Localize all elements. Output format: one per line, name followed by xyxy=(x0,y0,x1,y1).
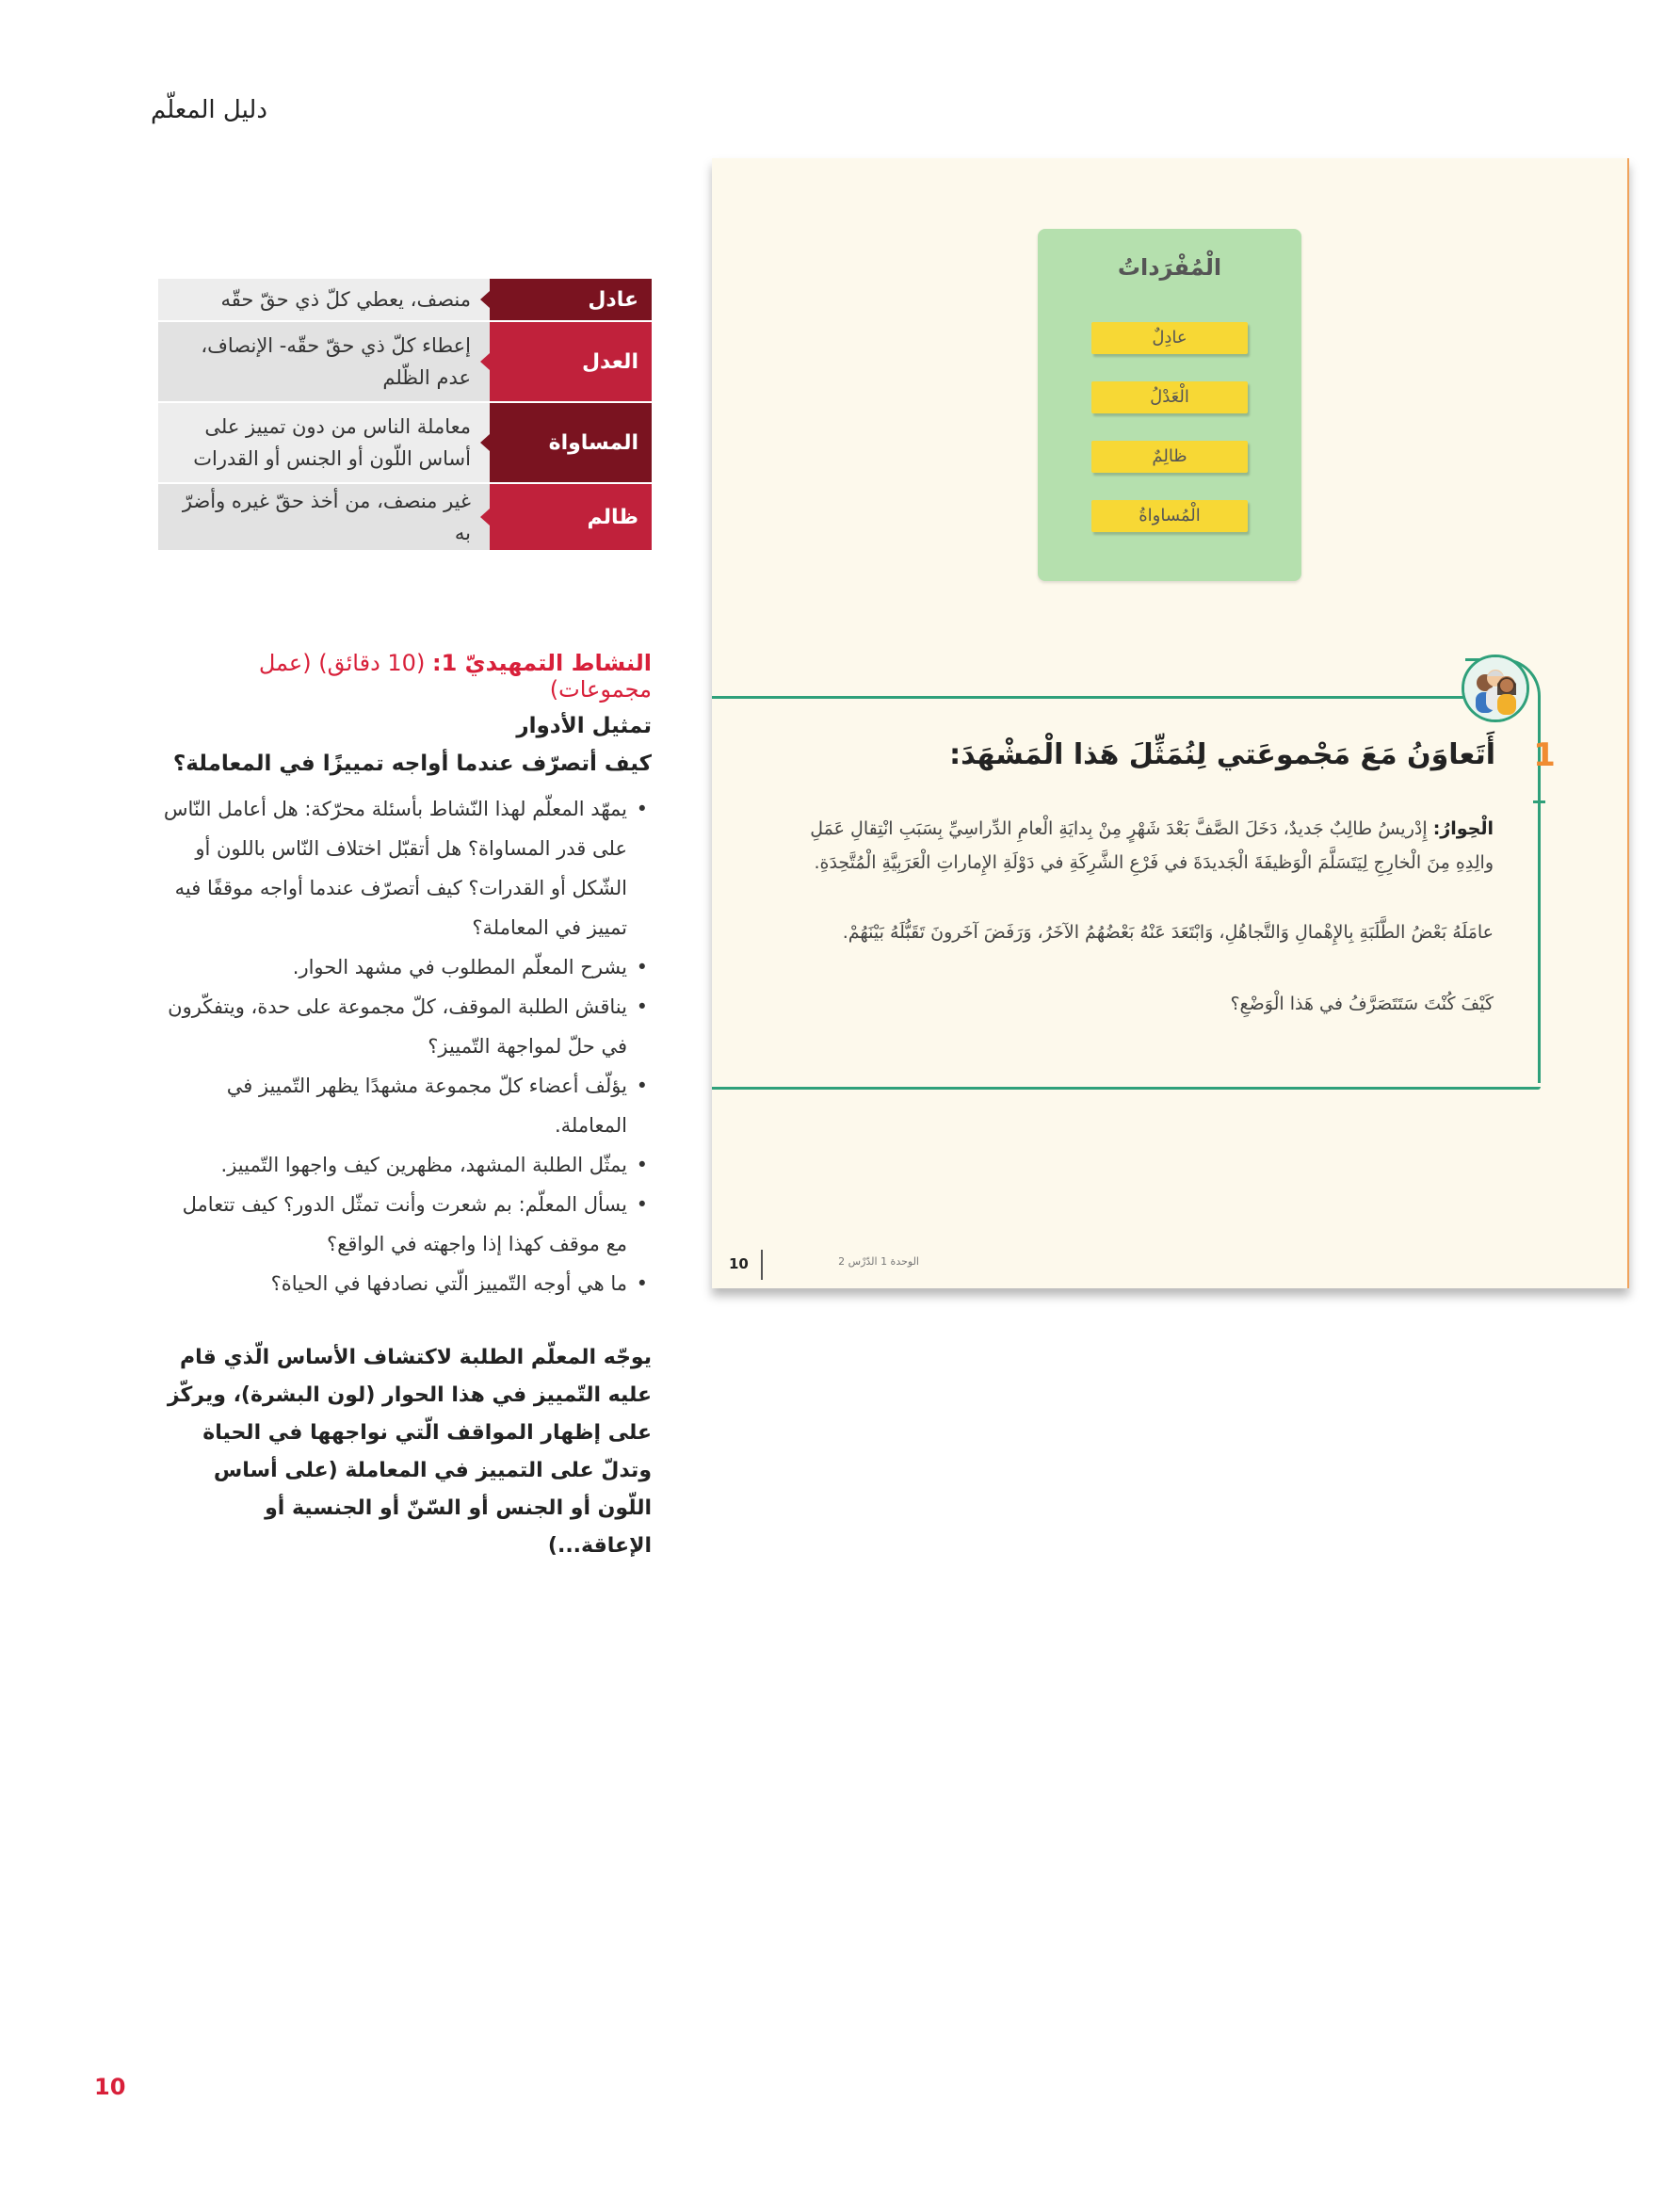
vocab-definition: معاملة الناس من دون تمييز على أساس اللّون أو الجنس أو القدرات xyxy=(158,403,490,482)
activity-steps xyxy=(158,789,652,1303)
section-divider xyxy=(712,696,1465,699)
dialogue-text: إِدْريسُ طالِبٌ جَديدٌ، دَخَلَ الصَّفَّ بَعْدَ شَهْرٍ مِنْ بِدايَةِ الْعامِ الدِّراسِيِّ بِسَبَبِ انْتِقالِ عَمَلِ والِدِهِ مِنَ الْخارِجِ لِيَتَسَلَّمَ الْوَظيفَةَ الْجَديدَةَ في فَرْعِ الشَّرِكَةِ في دَوْلَةِ الإِماراتِ الْعَرَبِيَّةِ الْمُتَّحِدَةِ. xyxy=(810,818,1494,873)
dialogue-paragraph xyxy=(810,812,1494,880)
activity-closing: يوجّه المعلّم الطلبة لاكتشاف الأساس الّذي قام عليه التّمييز في هذا الحوار (لون البشرة)، ويركّز على إظهار المواقف الّتي نواجهها في الحياة وتدلّ على التمييز في المعاملة (على أساس اللّون أو الجنس أو السّنّ أو الجنسية أو الإعاقة...) xyxy=(167,1346,652,1558)
reflection-question: كَيْفَ كُنْتَ سَتَتَصَرَّفُ في هَذا الْوَضْعِ؟ xyxy=(1230,994,1494,1014)
vocab-row xyxy=(158,279,652,320)
vocab-row xyxy=(158,484,652,550)
task-number: 1 xyxy=(1533,736,1556,774)
student-page-number: 10 xyxy=(729,1255,749,1272)
vocab-term: ظالم xyxy=(490,484,652,550)
guide-title: دليل المعلّم xyxy=(151,96,267,124)
activity-subtitle: تمثيل الأدوار xyxy=(516,714,652,738)
activity-heading-label: النشاط التمهيديّ 1: xyxy=(431,650,652,676)
page-edge-rule xyxy=(1627,158,1629,1288)
vocab-row xyxy=(158,403,652,482)
section-frame-bottom xyxy=(712,1087,1541,1090)
activity-question: كيف أتصرّف عندما أواجه تمييزًا في المعاملة؟ xyxy=(172,752,652,776)
list-item: • يؤلّف أعضاء كلّ مجموعة مشهدًا يظهر التّمييز في المعاملة. xyxy=(158,1066,652,1145)
vocab-term: عادل xyxy=(490,279,652,320)
section-frame-tick xyxy=(1533,800,1545,803)
task-title: أَتَعاوَنُ مَعَ مَجْموعَتي لِنُمَثِّلَ هَذا الْمَشْهَدَ: xyxy=(949,738,1495,771)
vocab-term: العدل xyxy=(490,322,652,401)
list-item: • يشرح المعلّم المطلوب في مشهد الحوار. xyxy=(158,947,652,987)
list-item: • يسأل المعلّم: بم شعرت وأنت تمثّل الدور؟ كيف تتعامل مع موقف كهذا إذا واجهته في الواقع؟ xyxy=(158,1185,652,1264)
vocab-chip: الْعَدْلُ xyxy=(1091,381,1248,413)
list-item: • ما هي أوجه التّمييز الّتي نصادفها في الحياة؟ xyxy=(158,1264,652,1303)
list-item: • يمهّد المعلّم لهذا النّشاط بأسئلة محرّكة: هل أعامل النّاس على قدر المساواة؟ هل أتقبّل اختلاف النّاس باللون أو الشّكل أو القدرات؟ كيف أتصرّف عندما أواجه موقفًا فيه تمييز في المعاملة؟ xyxy=(158,789,652,947)
dialogue-label: الْحِوارُ: xyxy=(1432,818,1494,839)
activity-heading-detail: (10 دقائق) (عمل مجموعات) xyxy=(258,650,652,703)
group-avatar-icon xyxy=(1462,655,1529,722)
footer-divider xyxy=(761,1250,763,1280)
vocab-definition: منصف، يعطي كلّ ذي حقّ حقّه xyxy=(158,279,490,320)
vocab-chip: ظالِمٌ xyxy=(1091,441,1248,473)
vocab-definition: إعطاء كلّ ذي حقّ حقّه- الإنصاف، عدم الظّلم xyxy=(158,322,490,401)
vocab-box-title: الْمُفْرَداتُ xyxy=(1117,254,1222,281)
vocab-table xyxy=(158,279,652,552)
vocab-chip: عادِلٌ xyxy=(1091,322,1248,354)
story-paragraph: عامَلَهُ بَعْضُ الطَّلَبَةِ بِالإِهْمالِ وَالتَّجاهُلِ، وَابْتَعَدَ عَنْهُ بَعْضُهُمُ الآخَرُ، وَرَفَضَ آخَرونَ تَقَبُّلَهُ بَيْنَهُمْ. xyxy=(842,922,1494,943)
footer-unit-label: الوحدة 1 الدّرْس 2 xyxy=(838,1255,919,1268)
vocab-term: المساواة xyxy=(490,403,652,482)
vocab-row xyxy=(158,322,652,401)
page-number: 10 xyxy=(94,2074,126,2100)
activity-heading xyxy=(158,650,652,703)
vocab-chip: الْمُساواةُ xyxy=(1091,500,1248,532)
list-item: • يناقش الطلبة الموقف، كلّ مجموعة على حدة، ويتفكّرون في حلّ لمواجهة التّمييز؟ xyxy=(158,987,652,1066)
list-item: • يمثّل الطلبة المشهد، مظهرين كيف واجهوا التّمييز. xyxy=(158,1145,652,1185)
vocab-definition: غير منصف، من أخذ حقّ غيره وأضرّ به xyxy=(158,484,490,550)
